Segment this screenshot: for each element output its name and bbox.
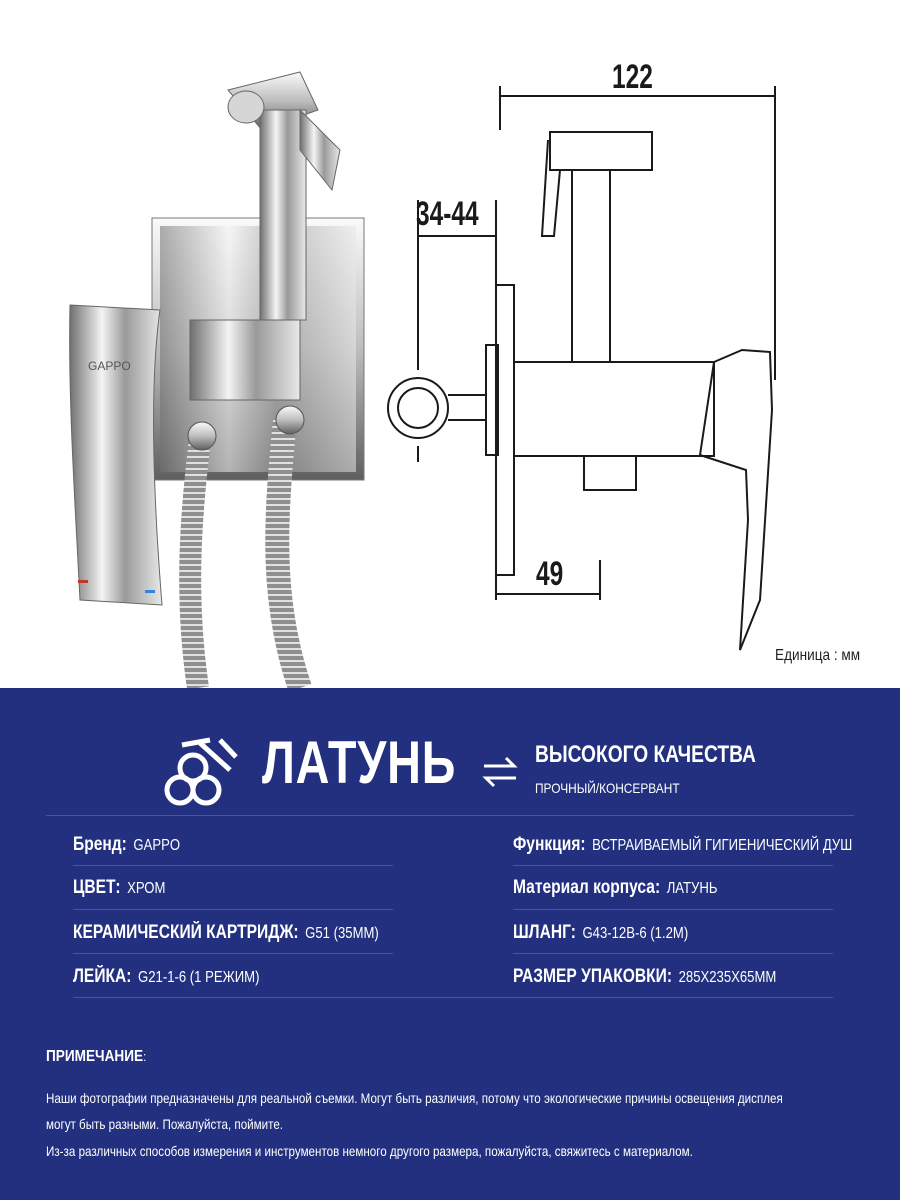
spec-brand: Бренд: GAPPO xyxy=(73,834,181,855)
unit-label: Единица : мм xyxy=(775,647,861,664)
spec-cartridge: КЕРАМИЧЕСКИЙ КАРТРИДЖ: G51 (35ММ) xyxy=(73,922,379,943)
technical-drawing xyxy=(388,86,775,650)
divider xyxy=(513,953,833,954)
note-line-2: могут быть разными. Пожалуйста, поймите. xyxy=(46,1116,284,1132)
exchange-arrows-icon xyxy=(478,752,522,792)
pipes-icon xyxy=(160,735,240,810)
note-title: ПРИМЕЧАНИЕ: xyxy=(46,1048,147,1065)
lever-handle xyxy=(70,305,162,605)
spec-function: Функция: ВСТРАИВАЕМЫЙ ГИГИЕНИЧЕСКИЙ ДУШ xyxy=(513,834,853,855)
dimension-bottom: 49 xyxy=(536,555,564,593)
divider xyxy=(513,865,833,866)
spec-body-material: Материал корпуса: ЛАТУНЬ xyxy=(513,877,718,898)
material-title: ЛАТУНЬ xyxy=(262,729,457,796)
divider xyxy=(73,997,833,998)
logo-text: GAPPO xyxy=(88,359,131,373)
quality-title: ВЫСОКОГО КАЧЕСТВА xyxy=(535,741,756,768)
divider xyxy=(73,909,393,910)
dimension-width: 122 xyxy=(612,58,653,96)
quality-subtitle: ПРОЧНЫЙ/КОНСЕРВАНТ xyxy=(535,780,680,796)
divider xyxy=(73,953,393,954)
dimension-depth: 34-44 xyxy=(416,195,479,233)
spec-package-size: РАЗМЕР УПАКОВКИ: 285X235X65MM xyxy=(513,966,777,987)
valve-body xyxy=(190,320,300,400)
divider xyxy=(46,815,854,816)
spec-color: ЦВЕТ: ХРОМ xyxy=(73,877,166,898)
note-line-3: Из-за различных способов измерения и инструментов немного другого размера, пожалуйста, свяжитесь с материалом. xyxy=(46,1143,693,1159)
spec-hose: ШЛАНГ: G43-12B-6 (1.2М) xyxy=(513,922,689,943)
divider xyxy=(513,909,833,910)
spec-shower-head: ЛЕЙКА: G21-1-6 (1 РЕЖИМ) xyxy=(73,966,260,987)
divider xyxy=(73,865,393,866)
note-line-1: Наши фотографии предназначены для реальной съемки. Могут быть различия, потому что экологические причины освещения дисплея xyxy=(46,1090,783,1106)
